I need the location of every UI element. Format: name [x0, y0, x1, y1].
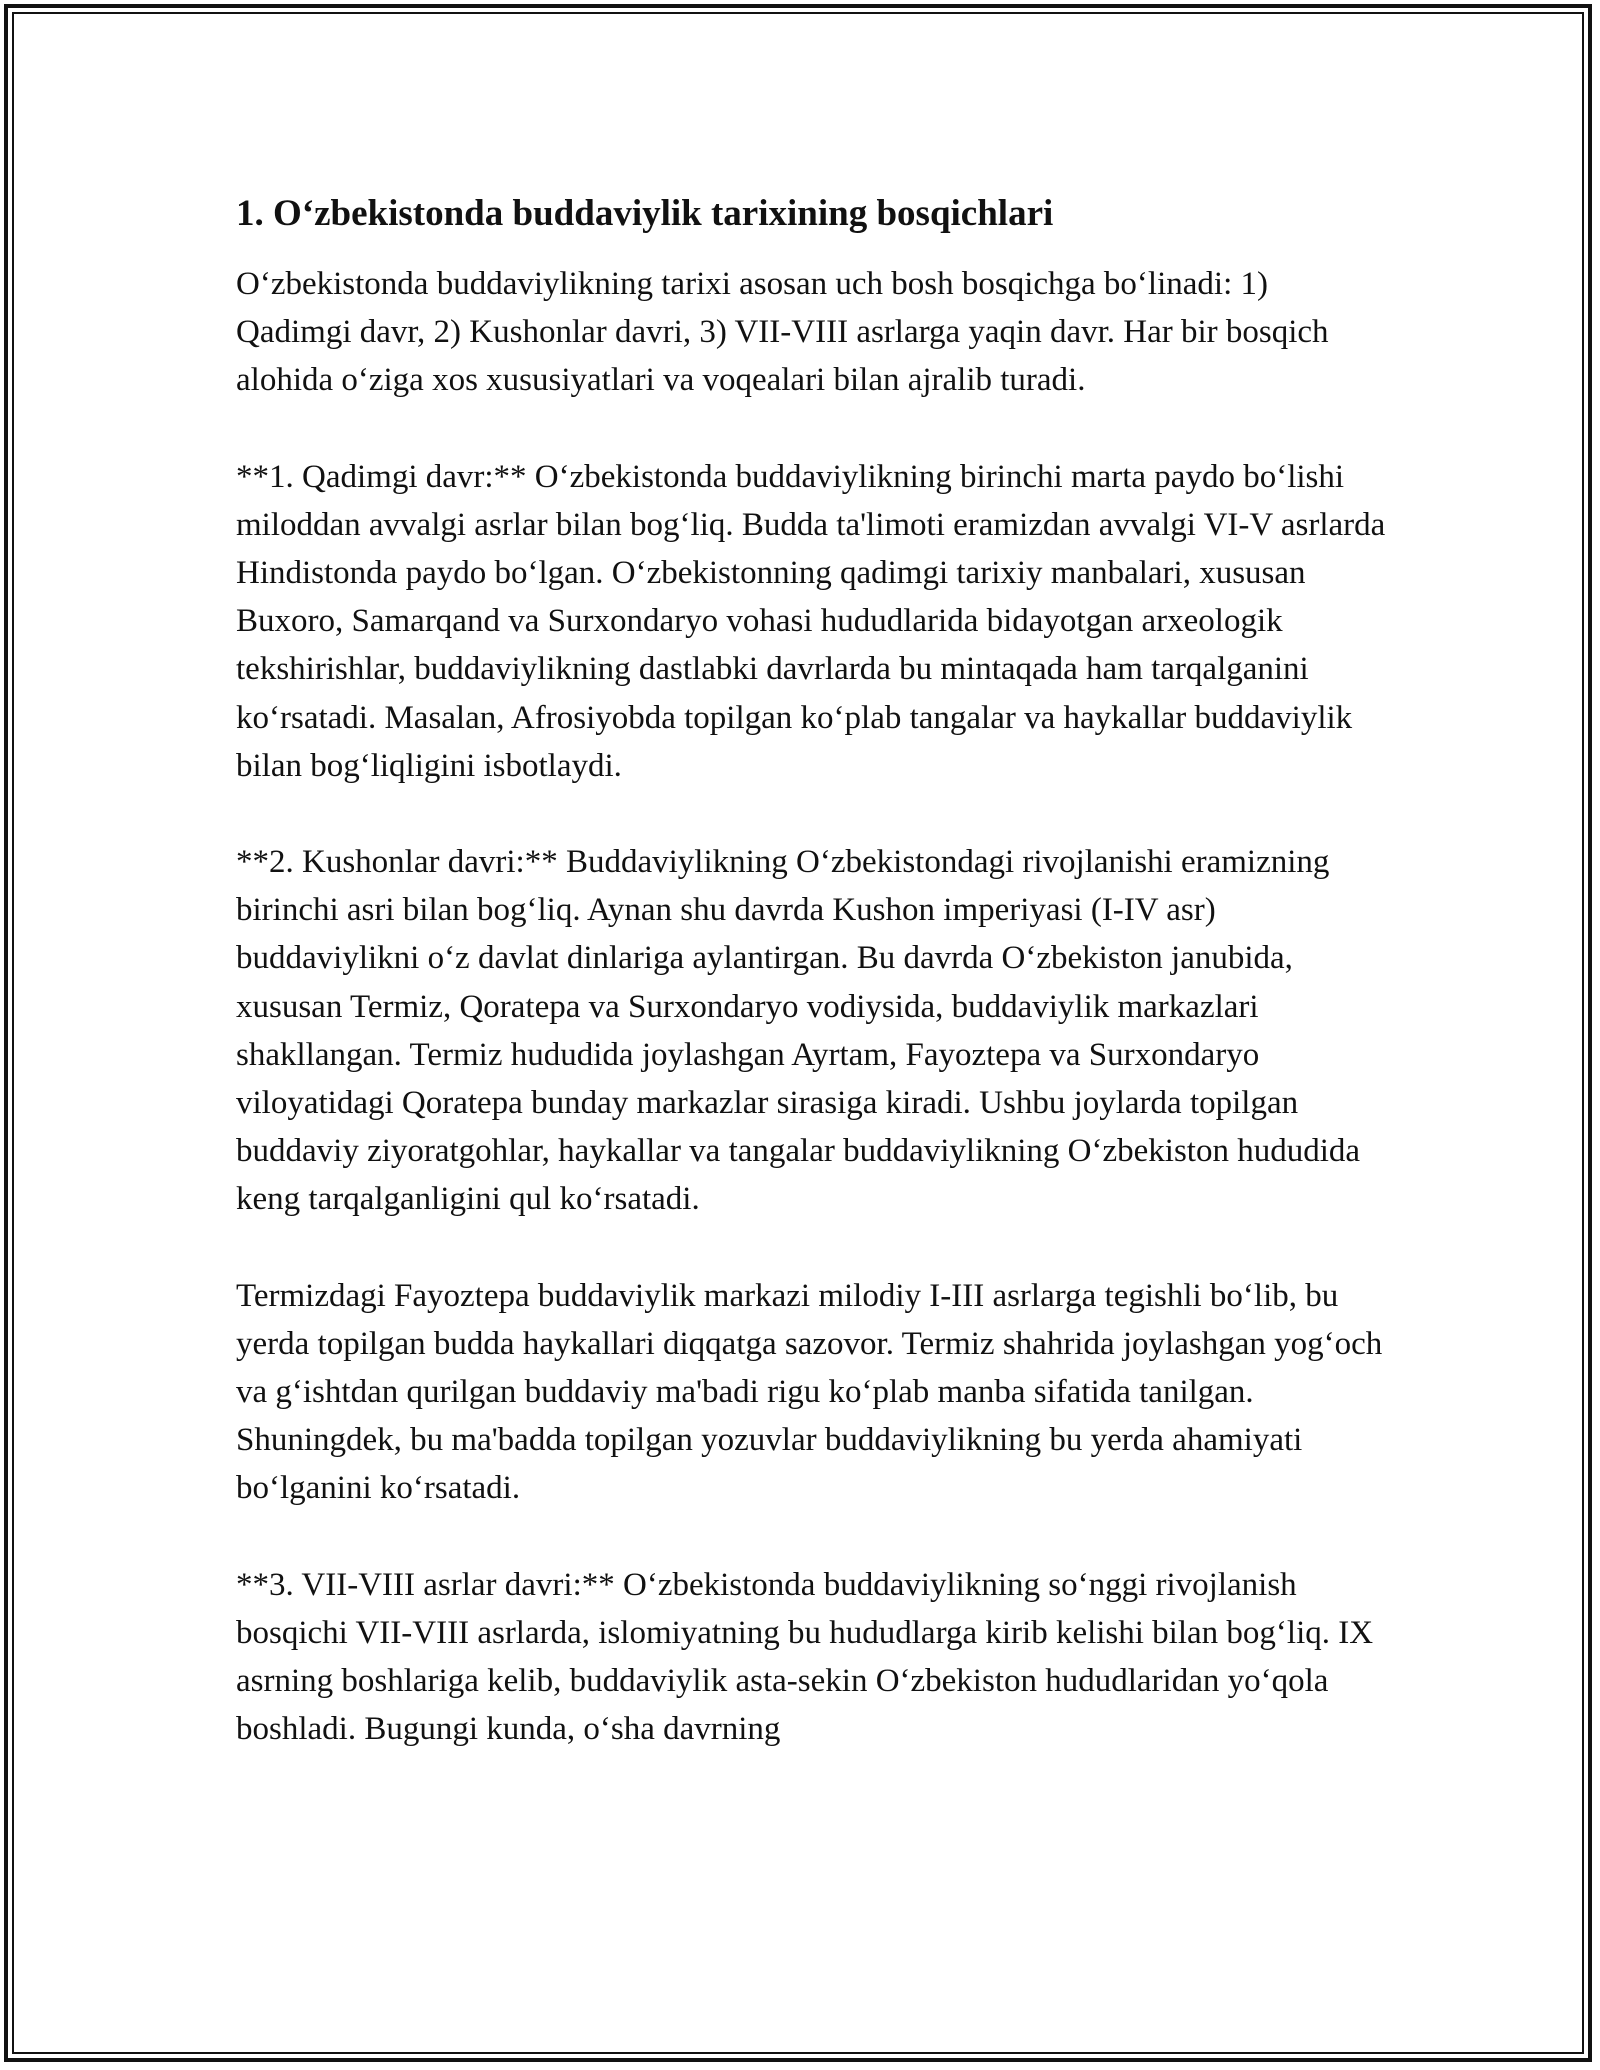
paragraph-fayoztepa: Termizdagi Fayoztepa buddaviylik markazi milodiy I-III asrlarga tegishli bo‘lib, bu yerda topilgan budda haykallari diqqatga sazovor. Termiz shahrida joylashgan yog‘och va g‘ishtdan qurilgan buddaviy ma'badi rigu ko‘plab manba sifatida tanilgan. Shuningdek, bu ma'badda topilgan yozuvlar buddaviylikning bu yerda ahamiyati bo‘lganini ko‘rsatadi. — [236, 1277, 1383, 1507]
paragraph-intro: O‘zbekistonda buddaviylikning tarixi asosan uch bosh bosqichga bo‘linadi: 1) Qadimgi davr, 2) Kushonlar davri, 3) VII-VIII asrlarga yaqin davr. Har bir bosqich alohida o‘ziga xos xususiyatlari va voqealari bilan ajralib turadi. — [236, 266, 1329, 399]
paragraph-late-period: **3. VII-VIII asrlar davri:** O‘zbekistonda buddaviylikning so‘nggi rivojlanish bosqichi VII-VIII asrlarda, islomiyatning bu hududlarga kirib kelishi bilan bog‘liq. IX asrning boshlariga kelib, buddaviylik asta-sekin O‘zbekiston hududlaridan yo‘qola boshladi. Bugungi kunda, o‘sha davrning — [236, 1566, 1374, 1748]
paragraph-kushan-period: **2. Kushonlar davri:** Buddaviylikning O‘zbekistondagi rivojlanishi eramizning birinchi asri bilan bog‘liq. Aynan shu davrda Kushon imperiyasi (I-IV asr) buddaviylikni o‘z davlat dinlariga aylantirgan. Bu davrda O‘zbekiston janubida, xususan Termiz, Qoratepa va Surxondaryo vodiysida, buddaviylik markazlari shakllangan. Termiz hududida joylashgan Ayrtam, Fayoztepa va Surxondaryo viloyatidagi Qoratepa bunday markazlar sirasiga kiradi. Ushbu joylarda topilgan buddaviy ziyoratgohlar, haykallar va tangalar buddaviylikning O‘zbekiston hududida keng tarqalganligini qul ko‘rsatadi. — [236, 844, 1361, 1218]
document-body — [236, 186, 1386, 1801]
paragraph-ancient-period: **1. Qadimgi davr:** O‘zbekistonda buddaviylikning birinchi marta paydo bo‘lishi miloddan avvalgi asrlar bilan bog‘liq. Budda ta'limoti eramizdan avvalgi VI-V asrlarda Hindistonda paydo bo‘lgan. O‘zbekistonning qadimgi tarixiy manbalari, xususan Buxoro, Samarqand va Surxondaryo vohasi hududlarida bidayotgan arxeologik tekshirishlar, buddaviylikning dastlabki davrlarda bu mintaqada ham tarqalganini ko‘rsatadi. Masalan, Afrosiyobda topilgan ko‘plab tangalar va haykallar buddaviylik bilan bog‘liqligini isbotlaydi. — [236, 458, 1386, 784]
section-heading: 1. O‘zbekistonda buddaviylik tarixining bosqichlari — [236, 193, 1054, 234]
